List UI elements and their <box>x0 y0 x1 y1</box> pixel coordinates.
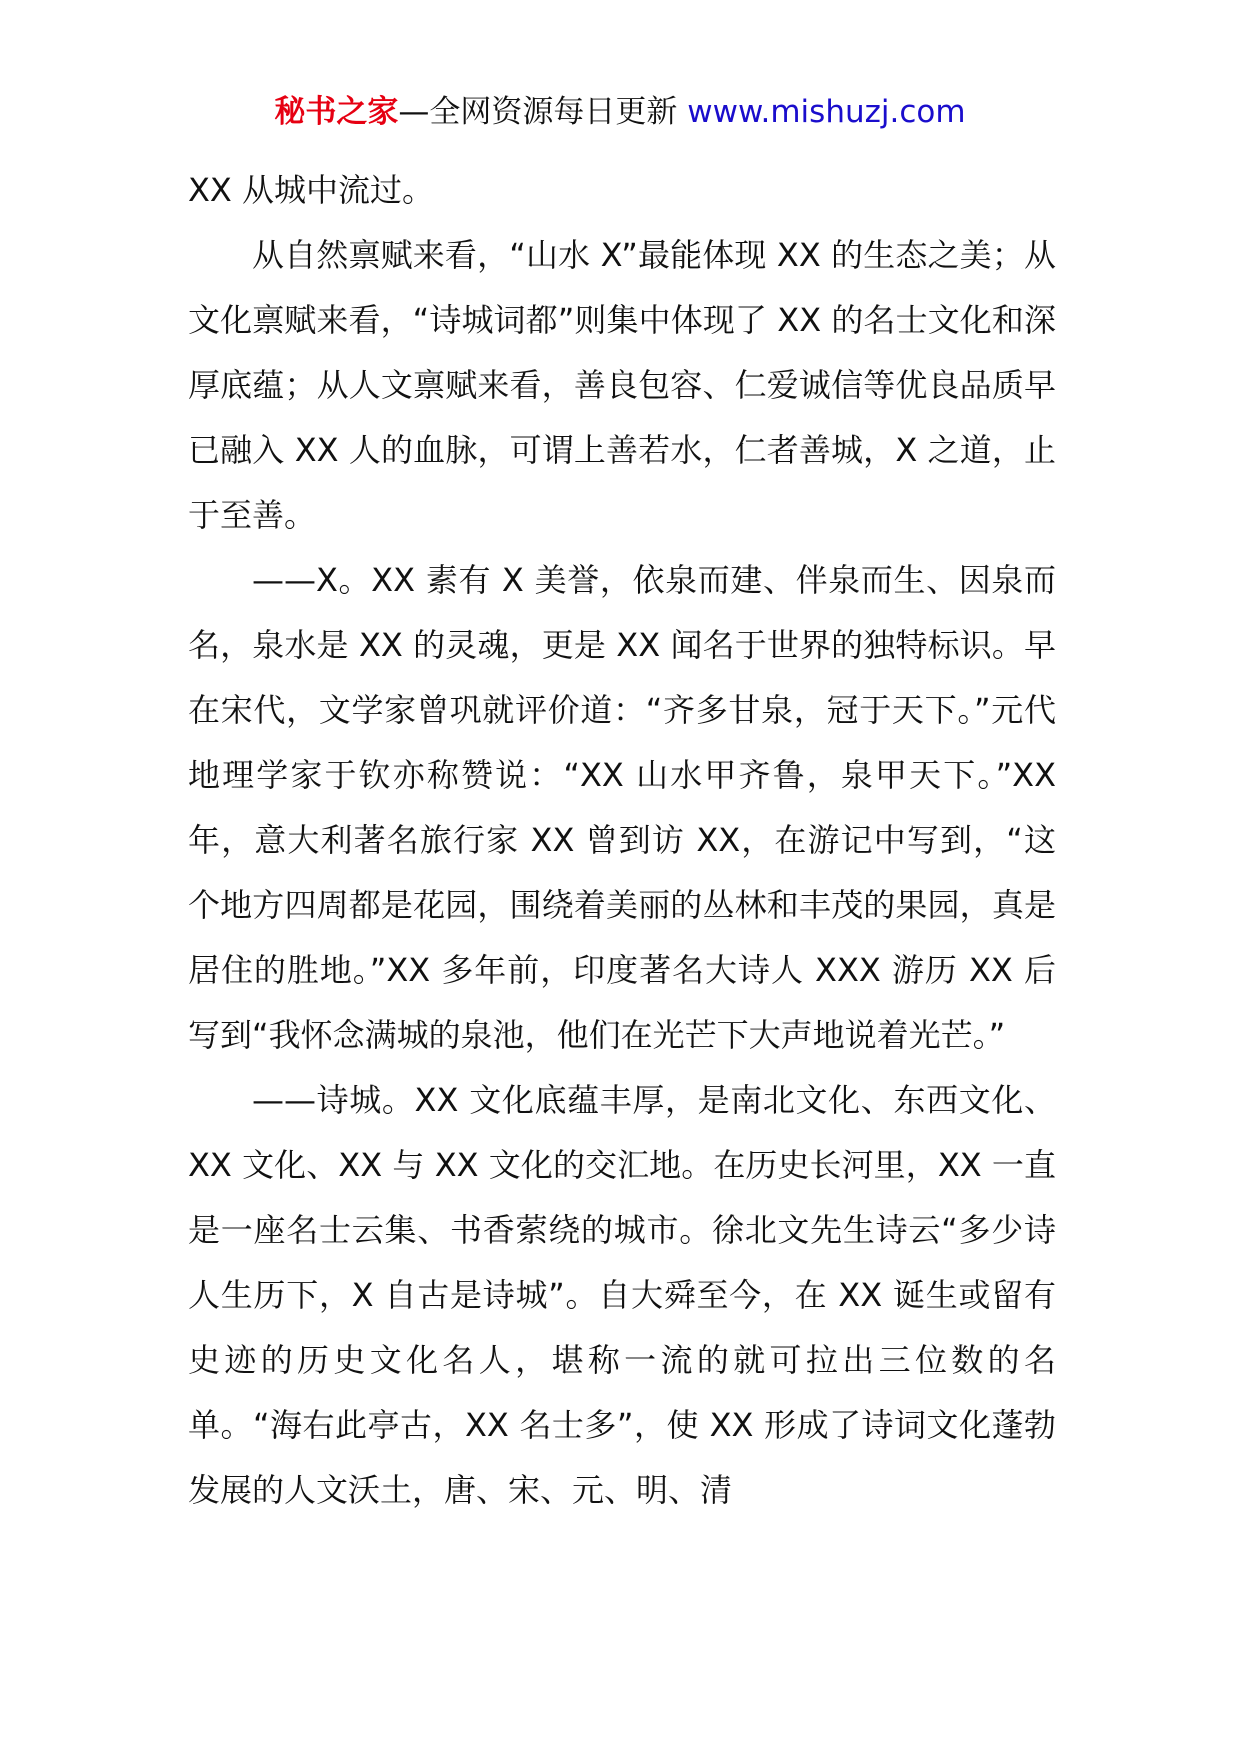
document-body <box>188 158 1056 1523</box>
header-brand: 秘书之家 <box>274 94 399 130</box>
page-header <box>0 92 1240 132</box>
paragraph-continuation: XX 从城中流过。 <box>188 171 435 209</box>
paragraph-endowment: 从自然禀赋来看，“山水 X”最能体现 XX 的生态之美；从文化禀赋来看，“诗城词都”则集中体现了 XX 的名士文化和深厚底蕴；从人文禀赋来看，善良包容、仁爱诚信等优良品质早已融入 XX 人的血脉，可谓上善若水，仁者善城，X 之道，止于至善。 <box>188 236 1056 534</box>
paragraph-poetry-city: ——诗城。XX 文化底蕴丰厚，是南北文化、东西文化、XX 文化、XX 与 XX 文化的交汇地。在历史长河里，XX 一直是一座名士云集、书香萦绕的城市。徐北文先生诗云“多少诗人生历下，X 自古是诗城”。自大舜至今，在 XX 诞生或留有史迹的历史文化名人，堪称一流的就可拉出三位数的名单。“海右此亭古，XX 名士多”，使 XX 形成了诗词文化蓬勃发展的人文沃土，唐、宋、元、明、清 <box>188 1081 1056 1509</box>
header-tagline: —全网资源每日更新 <box>398 94 678 130</box>
header-url-link[interactable]: www.mishuzj.com <box>687 94 966 130</box>
paragraph-springs: ——X。XX 素有 X 美誉，依泉而建、伴泉而生、因泉而名，泉水是 XX 的灵魂，更是 XX 闻名于世界的独特标识。早在宋代，文学家曾巩就评价道：“齐多甘泉，冠于天下。”元代地理学家于钦亦称赞说：“XX 山水甲齐鲁，泉甲天下。”XX 年，意大利著名旅行家 XX 曾到访 XX，在游记中写到，“这个地方四周都是花园，围绕着美丽的丛林和丰茂的果园，真是居住的胜地。”XX 多年前，印度著名大诗人 XXX 游历 XX 后写到“我怀念满城的泉池，他们在光芒下大声地说着光芒。” <box>188 561 1056 1054</box>
